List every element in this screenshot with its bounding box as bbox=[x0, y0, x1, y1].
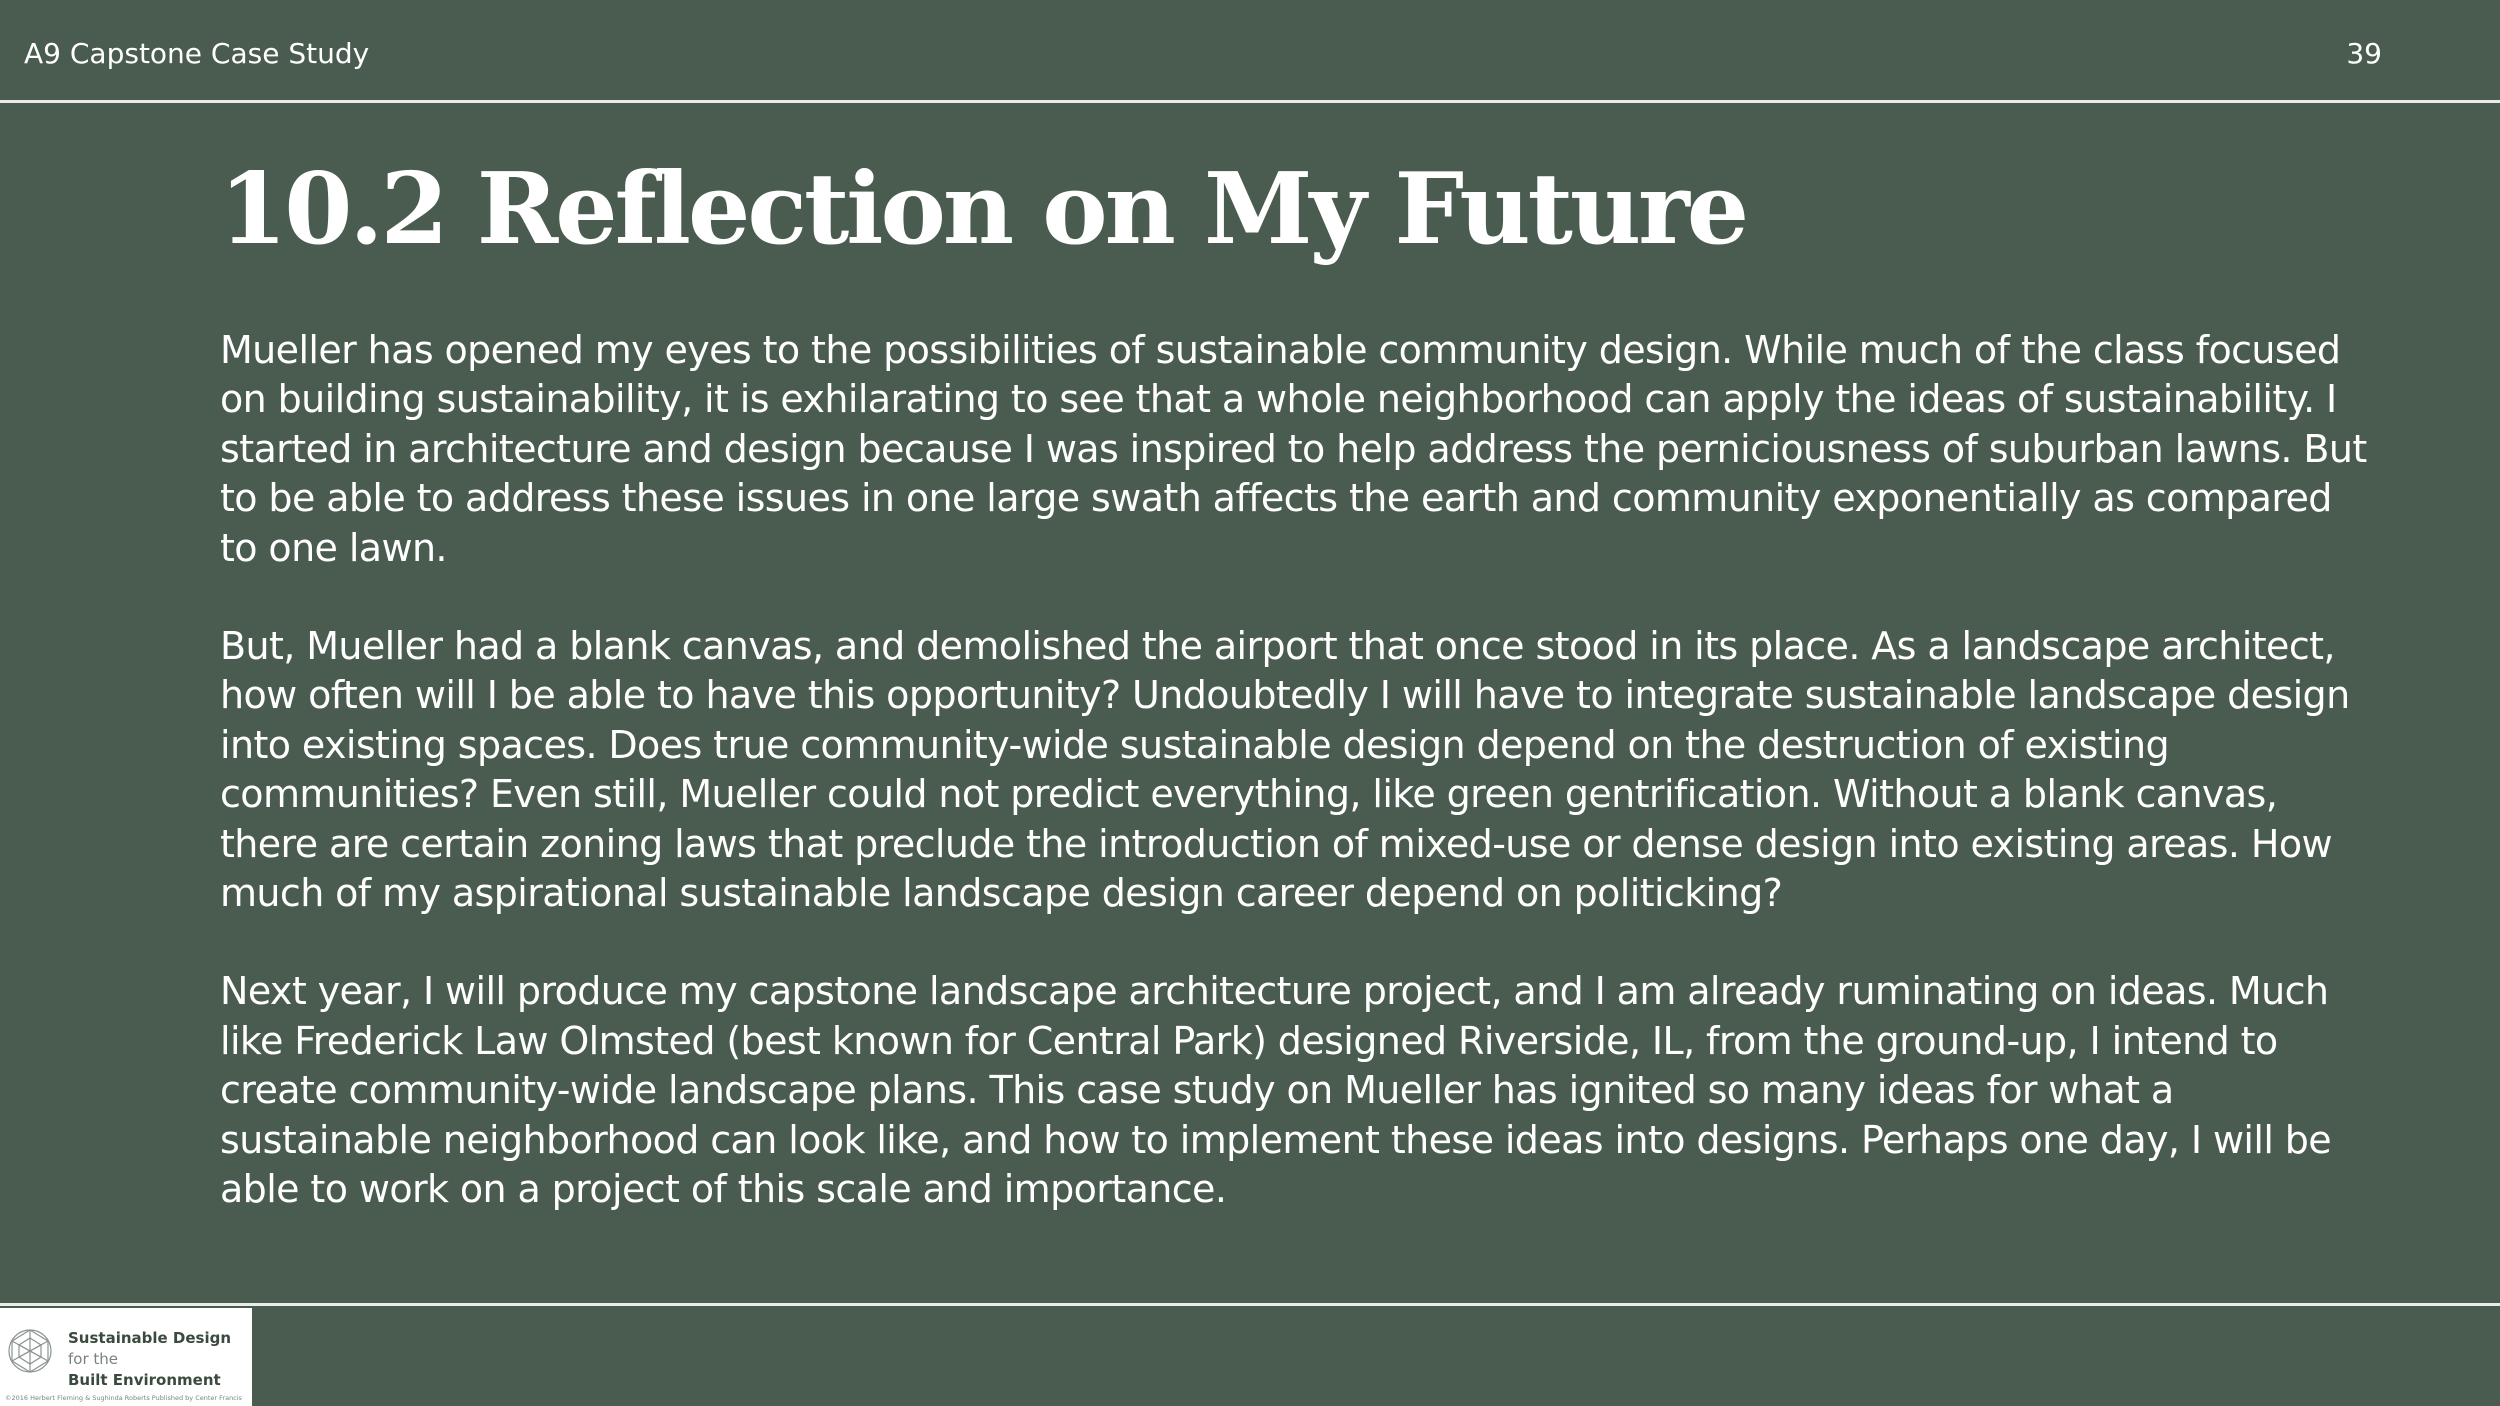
logo-line1-light: for the bbox=[68, 1350, 119, 1368]
header-divider bbox=[0, 100, 2500, 103]
paragraph-2: But, Mueller had a blank canvas, and demolished the airport that once stood in its place. As a landscape architect, how often will I be able to have this opportunity? Undoubtedly I will have to integrate sustainable landscape design into existing spaces. Does true community-wide sustainable design depend on the destruction of existing communities? Even still, Mueller could not predict everything, like green gentrification. Without a blank canvas, there are certain zoning laws that preclude the introduction of mixed-use or dense design into existing areas. How much of my aspirational sustainable landscape design career depend on politicking? bbox=[220, 624, 2350, 916]
geodesic-sphere-icon bbox=[6, 1324, 54, 1378]
paragraph-3: Next year, I will produce my capstone landscape architecture project, and I am already ruminating on ideas. Much like Frederick Law Olmsted (best known for Central Park) designed Riverside, IL, from the ground-up, I intend to create community-wide landscape plans. This case study on Mueller has ignited so many ideas for what a sustainable neighborhood can look like, and how to implement these ideas into designs. Perhaps one day, I will be able to work on a project of this scale and importance. bbox=[220, 969, 2332, 1212]
slide-header-title: A9 Capstone Case Study bbox=[24, 37, 370, 70]
body-text bbox=[220, 326, 2370, 1264]
logo-line2-strong: Built Environment bbox=[68, 1371, 221, 1389]
paragraph-1: Mueller has opened my eyes to the possibilities of sustainable community design. While much of the class focused on building sustainability, it is exhilarating to see that a whole neighborhood can apply the ideas of sustainability. I started in architecture and design because I was inspired to help address the perniciousness of suburban lawns. But to be able to address these issues in one large swath affects the earth and community exponentially as compared to one lawn. bbox=[220, 328, 2367, 570]
page-number: 39 bbox=[2346, 37, 2382, 70]
logo-credit: ©2016 Herbert Fleming & Sughinda Roberts Published by Center Francis bbox=[5, 1394, 242, 1402]
footer-logo bbox=[0, 1308, 252, 1406]
logo-line1-strong: Sustainable Design bbox=[68, 1329, 232, 1347]
logo-text bbox=[68, 1328, 252, 1391]
footer-divider bbox=[0, 1303, 2500, 1306]
page-title: 10.2 Reflection on My Future bbox=[219, 152, 1747, 267]
